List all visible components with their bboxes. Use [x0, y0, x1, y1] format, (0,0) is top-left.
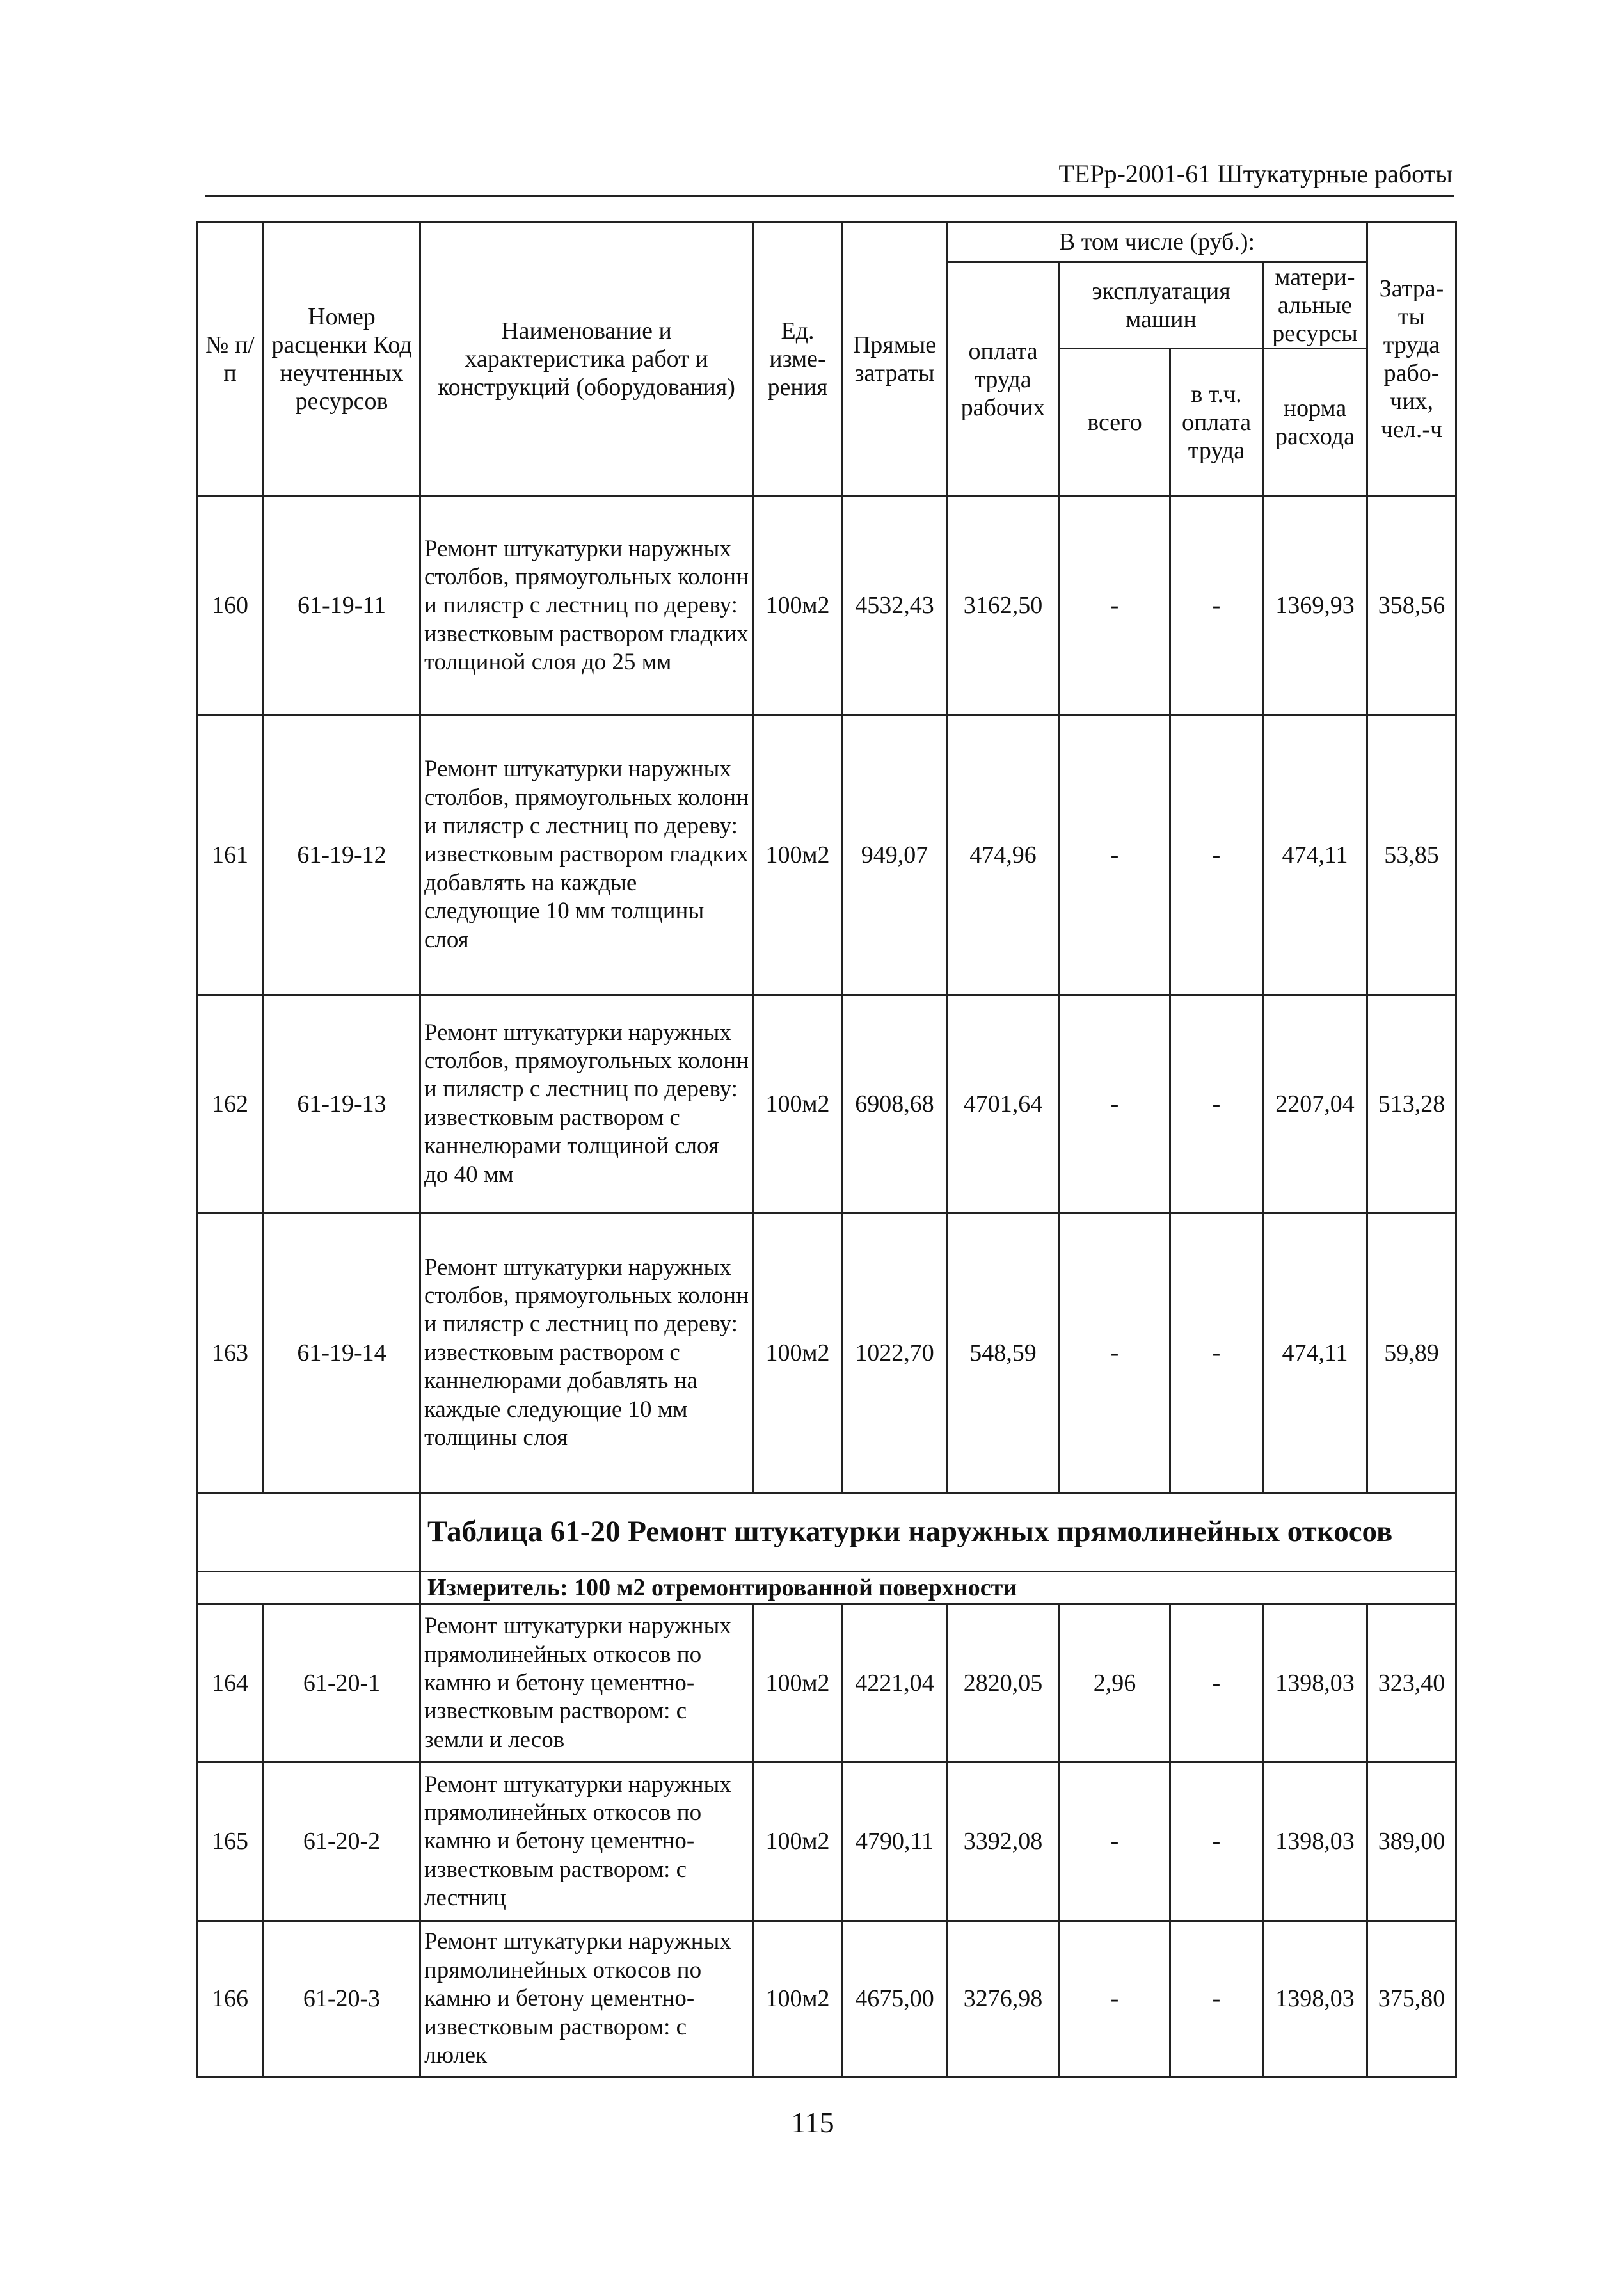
row-machines-total: - [1060, 715, 1170, 995]
col-header-direct: Прямые затраты [843, 222, 947, 497]
row-num: 165 [197, 1762, 264, 1921]
row-num: 162 [197, 995, 264, 1213]
col-header-materials-norm: норма расхода [1263, 349, 1367, 497]
row-code: 61-20-2 [264, 1762, 420, 1921]
row-direct: 4532,43 [843, 497, 947, 715]
row-direct: 4221,04 [843, 1604, 947, 1762]
row-materials: 2207,04 [1263, 995, 1367, 1213]
col-header-machines: эксплуатация машин [1060, 262, 1263, 349]
table-caption-row [197, 1492, 1456, 1572]
row-machines-wage: - [1170, 715, 1263, 995]
row-machines-wage: - [1170, 1921, 1263, 2077]
row-wages: 548,59 [947, 1213, 1060, 1493]
row-labor: 358,56 [1367, 497, 1456, 715]
row-machines-wage: - [1170, 1213, 1263, 1493]
row-direct: 4790,11 [843, 1762, 947, 1921]
row-name: Ремонт штукатурки наружных прямолинейных откосов по камню и бетону цементно-известковым раствором: с люлек [420, 1921, 753, 2077]
col-header-labor: Затра-ты труда рабо-чих, чел.-ч [1367, 222, 1456, 497]
row-num: 166 [197, 1921, 264, 2077]
row-wages: 3276,98 [947, 1921, 1060, 2077]
row-wages: 474,96 [947, 715, 1060, 995]
row-materials: 474,11 [1263, 1213, 1367, 1493]
table-row [197, 497, 1456, 715]
row-unit: 100м2 [753, 715, 843, 995]
col-header-wages: оплата труда рабочих [947, 262, 1060, 497]
table-row [197, 715, 1456, 995]
row-direct: 949,07 [843, 715, 947, 995]
row-code: 61-19-12 [264, 715, 420, 995]
row-materials: 1398,03 [1263, 1762, 1367, 1921]
caption-spacer [197, 1492, 420, 1572]
col-header-including: В том числе (руб.): [947, 222, 1367, 262]
row-num: 160 [197, 497, 264, 715]
row-wages: 2820,05 [947, 1604, 1060, 1762]
row-name: Ремонт штукатурки наружных прямолинейных откосов по камню и бетону цементно-известковым раствором: с лестниц [420, 1762, 753, 1921]
header-rule [205, 195, 1454, 197]
row-machines-total: - [1060, 1921, 1170, 2077]
col-header-code: Номер расценки Код неучтенных ресурсов [264, 222, 420, 497]
row-materials: 474,11 [1263, 715, 1367, 995]
row-code: 61-20-3 [264, 1921, 420, 2077]
row-labor: 375,80 [1367, 1921, 1456, 2077]
row-direct: 1022,70 [843, 1213, 947, 1493]
page-number: 115 [791, 2106, 834, 2139]
row-labor: 513,28 [1367, 995, 1456, 1213]
row-name: Ремонт штукатурки наружных прямолинейных откосов по камню и бетону цементно-известковым раствором: с земли и лесов [420, 1604, 753, 1762]
row-materials: 1398,03 [1263, 1921, 1367, 2077]
row-machines-wage: - [1170, 497, 1263, 715]
row-name: Ремонт штукатурки наружных столбов, прямоугольных колонн и пилястр с лестниц по дереву: известковым раствором с каннелюрами добавлять на каждые следующие 10 мм толщины слоя [420, 1213, 753, 1493]
row-machines-total: - [1060, 1762, 1170, 1921]
row-unit: 100м2 [753, 1213, 843, 1493]
row-num: 161 [197, 715, 264, 995]
row-wages: 3162,50 [947, 497, 1060, 715]
row-name: Ремонт штукатурки наружных столбов, прямоугольных колонн и пилястр с лестниц по дереву: известковым раствором гладких добавлять на каждые следующие 10 мм толщины слоя [420, 715, 753, 995]
col-header-machines-wage: в т.ч. оплата труда [1170, 349, 1263, 497]
col-header-machines-total: всего [1060, 349, 1170, 497]
table-caption: Таблица 61-20 Ремонт штукатурки наружных прямолинейных откосов [420, 1492, 1456, 1572]
row-machines-total: - [1060, 1213, 1170, 1493]
row-unit: 100м2 [753, 995, 843, 1213]
col-header-num: № п/п [197, 222, 264, 497]
row-wages: 4701,64 [947, 995, 1060, 1213]
table-row [197, 1921, 1456, 2077]
rates-table [196, 221, 1457, 2078]
col-header-name: Наименование и характеристика работ и конструкций (оборудования) [420, 222, 753, 497]
running-head: ТЕРр-2001-61 Штукатурные работы [1058, 159, 1453, 188]
row-code: 61-19-14 [264, 1213, 420, 1493]
row-labor: 59,89 [1367, 1213, 1456, 1493]
row-machines-total: - [1060, 995, 1170, 1213]
meter-row [197, 1572, 1456, 1604]
row-unit: 100м2 [753, 497, 843, 715]
row-code: 61-19-11 [264, 497, 420, 715]
meter-text: Измеритель: 100 м2 отремонтированной поверхности [420, 1572, 1456, 1604]
meter-spacer [197, 1572, 420, 1604]
row-direct: 6908,68 [843, 995, 947, 1213]
table-row [197, 995, 1456, 1213]
row-unit: 100м2 [753, 1921, 843, 2077]
row-code: 61-19-13 [264, 995, 420, 1213]
row-labor: 389,00 [1367, 1762, 1456, 1921]
row-machines-total: 2,96 [1060, 1604, 1170, 1762]
table-row [197, 1213, 1456, 1493]
table-row [197, 1604, 1456, 1762]
table-row [197, 1762, 1456, 1921]
col-header-materials: матери-альные ресурсы [1263, 262, 1367, 349]
table-header [197, 222, 1456, 497]
row-name: Ремонт штукатурки наружных столбов, прямоугольных колонн и пилястр с лестниц по дереву: известковым раствором гладких толщиной слоя до 25 мм [420, 497, 753, 715]
row-unit: 100м2 [753, 1762, 843, 1921]
row-name: Ремонт штукатурки наружных столбов, прямоугольных колонн и пилястр с лестниц по дереву: известковым раствором с каннелюрами толщиной слоя до 40 мм [420, 995, 753, 1213]
row-machines-wage: - [1170, 995, 1263, 1213]
row-machines-wage: - [1170, 1604, 1263, 1762]
row-wages: 3392,08 [947, 1762, 1060, 1921]
row-labor: 323,40 [1367, 1604, 1456, 1762]
row-labor: 53,85 [1367, 715, 1456, 995]
row-materials: 1369,93 [1263, 497, 1367, 715]
row-machines-wage: - [1170, 1762, 1263, 1921]
row-machines-total: - [1060, 497, 1170, 715]
row-num: 163 [197, 1213, 264, 1493]
row-materials: 1398,03 [1263, 1604, 1367, 1762]
row-num: 164 [197, 1604, 264, 1762]
row-direct: 4675,00 [843, 1921, 947, 2077]
row-code: 61-20-1 [264, 1604, 420, 1762]
row-unit: 100м2 [753, 1604, 843, 1762]
col-header-unit: Ед. изме-рения [753, 222, 843, 497]
